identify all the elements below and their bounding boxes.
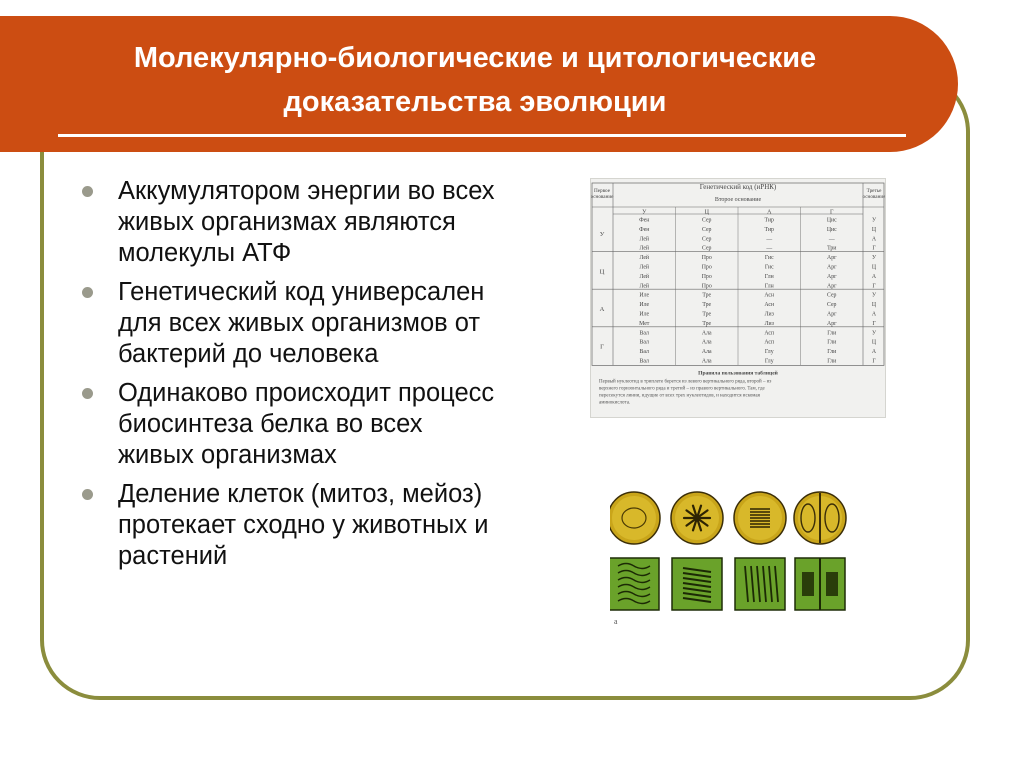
codon-cell: Цис	[826, 226, 837, 233]
codon-cell: Вал	[639, 349, 649, 356]
codon-third-base: Г	[872, 245, 876, 252]
nucleus	[826, 572, 838, 596]
codon-third-base: А	[871, 311, 877, 318]
codon-cell: Асн	[764, 292, 775, 299]
codon-cell: Вал	[639, 330, 649, 337]
codon-cell: Про	[701, 255, 712, 262]
figure-caption: а	[614, 617, 618, 626]
bullet-text: Деление клеток (митоз, мейоз) протекает сходно у животных и растений	[118, 480, 489, 570]
codon-cell: Гис	[764, 264, 774, 271]
bullet-text: Аккумулятором энергии во всех живых организмах являются молекулы АТФ	[118, 177, 495, 267]
codon-cell: Арг	[827, 320, 837, 327]
codon-cell: Лей	[639, 283, 650, 290]
codon-cell: Арг	[827, 264, 837, 271]
mitosis-photos	[610, 488, 860, 628]
codon-cell: Глу	[764, 349, 774, 356]
codon-cell: Вал	[639, 358, 649, 365]
codon-cell: Гли	[827, 339, 837, 346]
codon-table-title: Генетический код (иРНК)	[699, 183, 777, 191]
codon-third-base: А	[871, 349, 877, 356]
bullet-list	[80, 176, 500, 580]
codon-header-first-2: основание	[591, 194, 614, 200]
codon-rules-line: аминокислота.	[599, 400, 631, 406]
genetic-code-table	[591, 179, 885, 417]
codon-cell: Сер	[827, 302, 837, 309]
codon-cell: Про	[701, 273, 712, 280]
title-line-2: доказательства эволюции	[283, 86, 667, 118]
codon-cell: Ала	[701, 339, 712, 346]
codon-cell: Глн	[764, 273, 774, 280]
codon-third-base: А	[871, 236, 877, 243]
codon-cell: Глн	[764, 283, 774, 290]
bullet-dot-icon	[82, 388, 93, 399]
codon-cell: Три	[827, 245, 837, 252]
codon-cell: Мет	[639, 320, 650, 327]
codon-cell: Цис	[826, 217, 837, 224]
codon-cell: Арг	[827, 273, 837, 280]
codon-header-first: Первое	[593, 188, 611, 194]
codon-cell: Сер	[702, 217, 712, 224]
codon-cell: Лей	[639, 273, 650, 280]
bullet-item	[80, 378, 500, 471]
codon-cell: Асп	[764, 339, 775, 346]
codon-second-base: А	[767, 209, 772, 216]
codon-third-base: Ц	[871, 264, 877, 271]
slide-title	[40, 36, 910, 124]
codon-cell: Ала	[701, 330, 712, 337]
codon-header-third-2: основание	[862, 194, 885, 200]
codon-third-base: Г	[872, 320, 876, 327]
codon-third-base: Ц	[871, 339, 877, 346]
codon-cell: Тир	[764, 226, 774, 233]
codon-cell: Арг	[827, 311, 837, 318]
codon-cell: Ала	[701, 358, 712, 365]
codon-third-base: У	[871, 292, 877, 299]
codon-cell: Тре	[702, 292, 712, 299]
cell-cytoplasm	[612, 496, 656, 540]
cell-square	[735, 558, 785, 610]
nucleus	[802, 572, 814, 596]
codon-cell: Иле	[639, 311, 650, 318]
bullet-dot-icon	[82, 287, 93, 298]
codon-third-base: Ц	[871, 226, 877, 233]
codon-cell: Лей	[639, 255, 650, 262]
bullet-text: Одинаково происходит процесс биосинтеза белка во всех живых организмах	[118, 379, 495, 469]
codon-cell: Асп	[764, 330, 775, 337]
bullet-dot-icon	[82, 489, 93, 500]
codon-third-base: А	[871, 273, 877, 280]
cell-division-figure	[610, 488, 860, 628]
codon-cell: Лей	[639, 245, 650, 252]
codon-cell: Лиз	[764, 311, 774, 318]
codon-cell: Ала	[701, 349, 712, 356]
codon-cell: Фен	[639, 226, 650, 233]
codon-cell: Вал	[639, 339, 649, 346]
codon-third-base: Ц	[871, 302, 877, 309]
codon-cell: Асн	[764, 302, 775, 309]
codon-cell: —	[766, 245, 773, 252]
codon-cell: Сер	[702, 236, 712, 243]
codon-cell: Иле	[639, 302, 650, 309]
bullet-item	[80, 479, 500, 572]
bullet-item	[80, 277, 500, 370]
codon-cell: Тре	[702, 311, 712, 318]
codon-cell: Тре	[702, 302, 712, 309]
codon-cell: Гис	[764, 255, 774, 262]
codon-second-base: У	[642, 209, 647, 216]
codon-first-base: А	[599, 306, 605, 313]
codon-cell: Гли	[827, 349, 837, 356]
bullet-dot-icon	[82, 186, 93, 197]
codon-third-base: Г	[872, 283, 876, 290]
codon-header-second: Второе основание	[714, 197, 762, 203]
codon-cell: —	[766, 236, 773, 243]
codon-rules-line: Первый нуклеотид в триплете берется из левого вертикального ряда, второй – из	[599, 379, 772, 385]
codon-third-base: У	[871, 217, 877, 224]
codon-second-base: Ц	[704, 209, 709, 216]
codon-cell: Про	[701, 264, 712, 271]
codon-cell: —	[828, 236, 835, 243]
codon-first-base: Ц	[599, 268, 605, 276]
codon-header-third: Третье	[866, 188, 882, 194]
codon-cell: Арг	[827, 283, 837, 290]
codon-cell: Лей	[639, 236, 650, 243]
codon-cell: Лиз	[764, 320, 774, 327]
title-line-1: Молекулярно-биологические и цитологические	[133, 42, 817, 74]
codon-third-base: Г	[872, 358, 876, 365]
codon-cell: Глу	[764, 358, 774, 365]
codon-cell: Сер	[702, 245, 712, 252]
codon-cell: Гли	[827, 358, 837, 365]
bullet-text: Генетический код универсален для всех живых организмов от бактерий до человека	[118, 278, 485, 368]
codon-cell: Лей	[639, 264, 650, 271]
codon-second-base: Г	[830, 209, 834, 216]
codon-cell: Тир	[764, 217, 774, 224]
codon-third-base: У	[871, 255, 877, 262]
bullet-item	[80, 176, 500, 269]
codon-cell: Тре	[702, 320, 712, 327]
codon-cell: Иле	[639, 292, 650, 299]
codon-cell: Гли	[827, 330, 837, 337]
codon-third-base: У	[871, 330, 877, 337]
codon-cell: Фен	[639, 217, 650, 224]
codon-cell: Сер	[827, 292, 837, 299]
codon-cell: Сер	[702, 226, 712, 233]
codon-rules-title: Правила пользования таблицей	[698, 370, 778, 377]
codon-rules-line: пересекутся линии, идущие от всех трех нуклеотидов, и находится искомая	[599, 393, 760, 399]
codon-first-base: У	[599, 230, 605, 238]
title-underline	[58, 134, 906, 137]
codon-rules-line: верхнего горизонтального ряда и третий – из правого вертикального. Там, где	[599, 386, 765, 392]
codon-cell: Арг	[827, 255, 837, 262]
genetic-code-table-image	[590, 178, 886, 418]
codon-first-base: Г	[600, 343, 604, 351]
codon-cell: Про	[701, 283, 712, 290]
